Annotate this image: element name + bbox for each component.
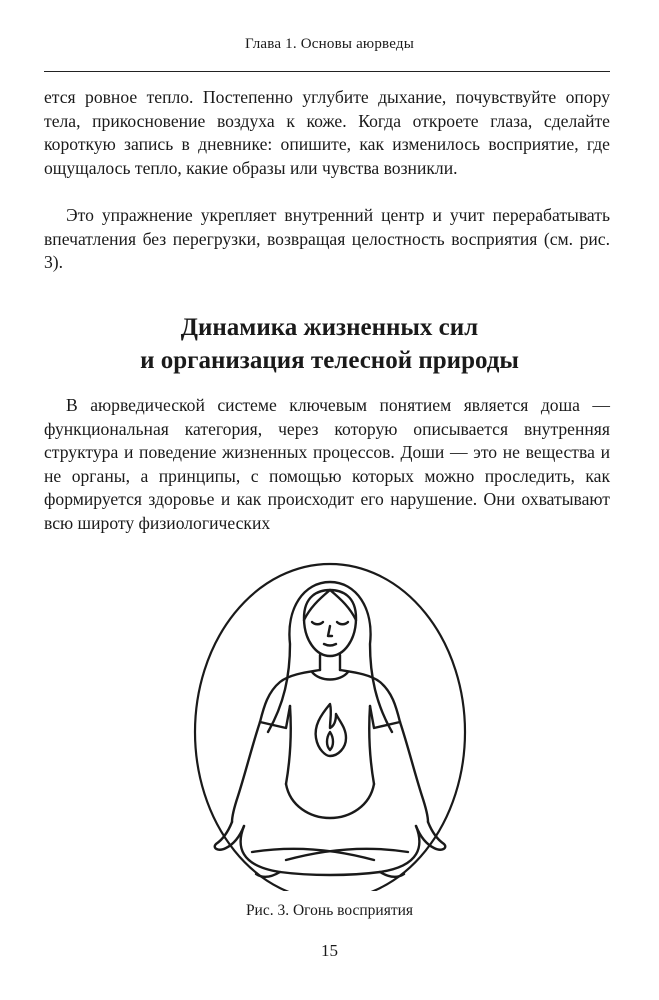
- header-rule: [44, 71, 610, 72]
- eye-left: [312, 622, 323, 624]
- paragraph-dosha-intro: В аюрведической системе ключевым понятием является доша — функциональная категория, через которую описывается внутренняя структура и поведение жизненных процессов. Доши — это не вещества и не органы, а принципы, с помощью которых можно проследить, как формируется здоровье и как происходит его нарушение. Они охватывают всю широту физиологических: [44, 395, 610, 533]
- collar: [312, 672, 348, 680]
- page-number: 15: [321, 941, 338, 960]
- figure-caption: Рис. 3. Огонь восприятия: [245, 902, 414, 919]
- section-title-line-2: и организация телесной природы: [140, 347, 519, 374]
- running-head: Глава 1. Основы аюрведы: [244, 36, 415, 52]
- legs-cross: [286, 784, 374, 818]
- hair-part: [304, 590, 356, 620]
- paragraph-exercise-summary: Это упражнение укрепляет внутренний центр и учит перерабатывать впечатления без перегрузки, возвращая целостность восприятия (см. рис. 3).: [44, 205, 610, 272]
- arm-left: [232, 722, 260, 822]
- flame-inner: [327, 732, 333, 750]
- section-title-line-1: Динамика жизненных сил: [180, 314, 479, 341]
- section-title: [0, 311, 659, 377]
- figure-meditation: [140, 556, 520, 891]
- meditating-figure-illustration: [140, 556, 520, 891]
- nose: [328, 626, 332, 636]
- mouth: [324, 644, 336, 646]
- paragraph-continuation: ется ровное тепло. Постепенно углубите дыхание, почувствуйте опору тела, прикосновение воздуха к коже. Когда откроете глаза, сделайте короткую запись в дневнике: опишите, как изменилось восприятие, где ощущалось тепло, какие образы или чувства возникли.: [44, 87, 610, 178]
- arm-right: [400, 722, 428, 822]
- eye-right: [337, 622, 348, 624]
- neck: [320, 655, 340, 670]
